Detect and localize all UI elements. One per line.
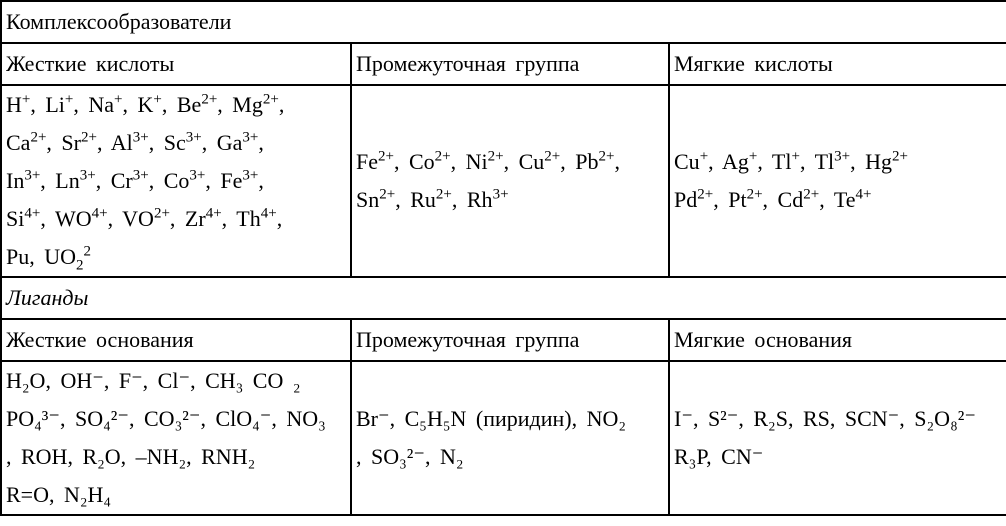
ion: $Ni^{2+}$, (465, 148, 519, 174)
intermediate-bases-header: Промежуточная группа (351, 319, 669, 361)
ion: $Si^{4+}$, (6, 205, 55, 231)
ion: $Hg^{2+}$ (865, 148, 908, 174)
ligands-title: Лиганды (1, 277, 1006, 319)
soft-acids-header: Мягкие кислоты (669, 43, 1006, 85)
ion: $Th^{4+}$, (236, 205, 283, 231)
hard-bases-line: R=O, N₂H₄ (6, 482, 112, 507)
ion: $WO^{4+}$, (54, 205, 123, 231)
soft-bases-header: Мягкие основания (669, 319, 1006, 361)
ion: $Fe^{3+}$, (220, 167, 264, 193)
ion: Tl+, (771, 148, 815, 174)
hard-bases-line: , ROH, R₂O, –NH₂, RNH₂ (6, 444, 256, 469)
intermediate-acids-header: Промежуточная группа (351, 43, 669, 85)
ion: $Al^{3+}$, (110, 129, 164, 155)
ion: $Rh^{3+}$ (466, 186, 509, 212)
hard-acids-line (6, 86, 346, 124)
soft-bases-line: I⁻, S²⁻, R₂S, RS, SCN⁻, S₂O₈²⁻ (674, 406, 976, 431)
ion: $Cd^{2+}$, (777, 186, 834, 212)
soft-acids-cell (669, 85, 1006, 277)
ion: $Zr^{4+}$, (184, 205, 237, 231)
ion: $Cu^{2+}$, (518, 148, 576, 174)
hard-bases-cell (1, 361, 351, 515)
hard-bases-header: Жесткие основания (1, 319, 351, 361)
ion: $Pd^{2+}$, (674, 186, 729, 212)
ion: $Ln^{3+}$, (55, 167, 111, 193)
ion: $Sr^{2+}$, (61, 129, 111, 155)
intermediate-acids-cell (351, 85, 669, 277)
hard-acids-line (6, 162, 346, 200)
soft-bases-line: R₃P, CN⁻ (674, 444, 764, 469)
hard-acids-line: Pu, $UO_2^2$ (6, 243, 92, 274)
ion: $Sn^{2+}$, (356, 186, 411, 212)
ion: $Pb^{2+}$, (575, 148, 620, 174)
ion: $VO^{2+}$, (122, 205, 185, 231)
hard-acids-line (6, 200, 346, 238)
hard-acids-cell (1, 85, 351, 277)
ion: $Fe^{2+}$, (356, 148, 409, 174)
ion: Li+, (45, 91, 89, 117)
ion: $Te^{4+}$ (833, 186, 872, 212)
hard-acids-header: Жесткие кислоты (1, 43, 351, 85)
soft-acids-line (674, 143, 1002, 181)
ion: $Ru^{2+}$, (410, 186, 467, 212)
intermediate-bases-line: , SO₃²⁻, N₂ (356, 444, 464, 469)
ion: $Co^{3+}$, (163, 167, 221, 193)
intermediate-bases-cell (351, 361, 669, 515)
ion: $Co^{2+}$, (408, 148, 466, 174)
intermediate-bases-line: Br⁻, C₅H₅N (пиридин), NO₂ (356, 406, 627, 431)
ion: $Cr^{3+}$, (110, 167, 164, 193)
ion: $Ga^{3+}$, (216, 129, 264, 155)
hard-acids-line (6, 124, 346, 162)
ion: $Mg^{2+}$, (232, 91, 285, 117)
ion: $Pt^{2+}$, (728, 186, 778, 212)
ion: $In^{3+}$, (6, 167, 56, 193)
soft-acids-line (674, 181, 1002, 219)
ion: $Tl^{3+}$, (814, 148, 866, 174)
intermediate-acids-line (356, 143, 664, 181)
soft-bases-cell (669, 361, 1006, 515)
intermediate-acids-line (356, 181, 664, 219)
ion: $Ca^{2+}$, (6, 129, 62, 155)
ion: H+, (6, 91, 46, 117)
ion: Cu+, (674, 148, 722, 174)
ion: $Be^{2+}$, (176, 91, 233, 117)
complexing-agents-title: Комплексообразователи (1, 1, 1006, 43)
hard-bases-line: PO₄³⁻, SO₄²⁻, CO₃²⁻, ClO₄⁻, NO₃ (6, 406, 326, 431)
ion: Na+, (88, 91, 138, 117)
ion: K+, (137, 91, 177, 117)
hard-bases-line: H₂O, OH⁻, F⁻, Cl⁻, CH₃ CO ₂ (6, 368, 301, 393)
ion: Ag+, (721, 148, 772, 174)
ion: $Sc^{3+}$, (163, 129, 217, 155)
